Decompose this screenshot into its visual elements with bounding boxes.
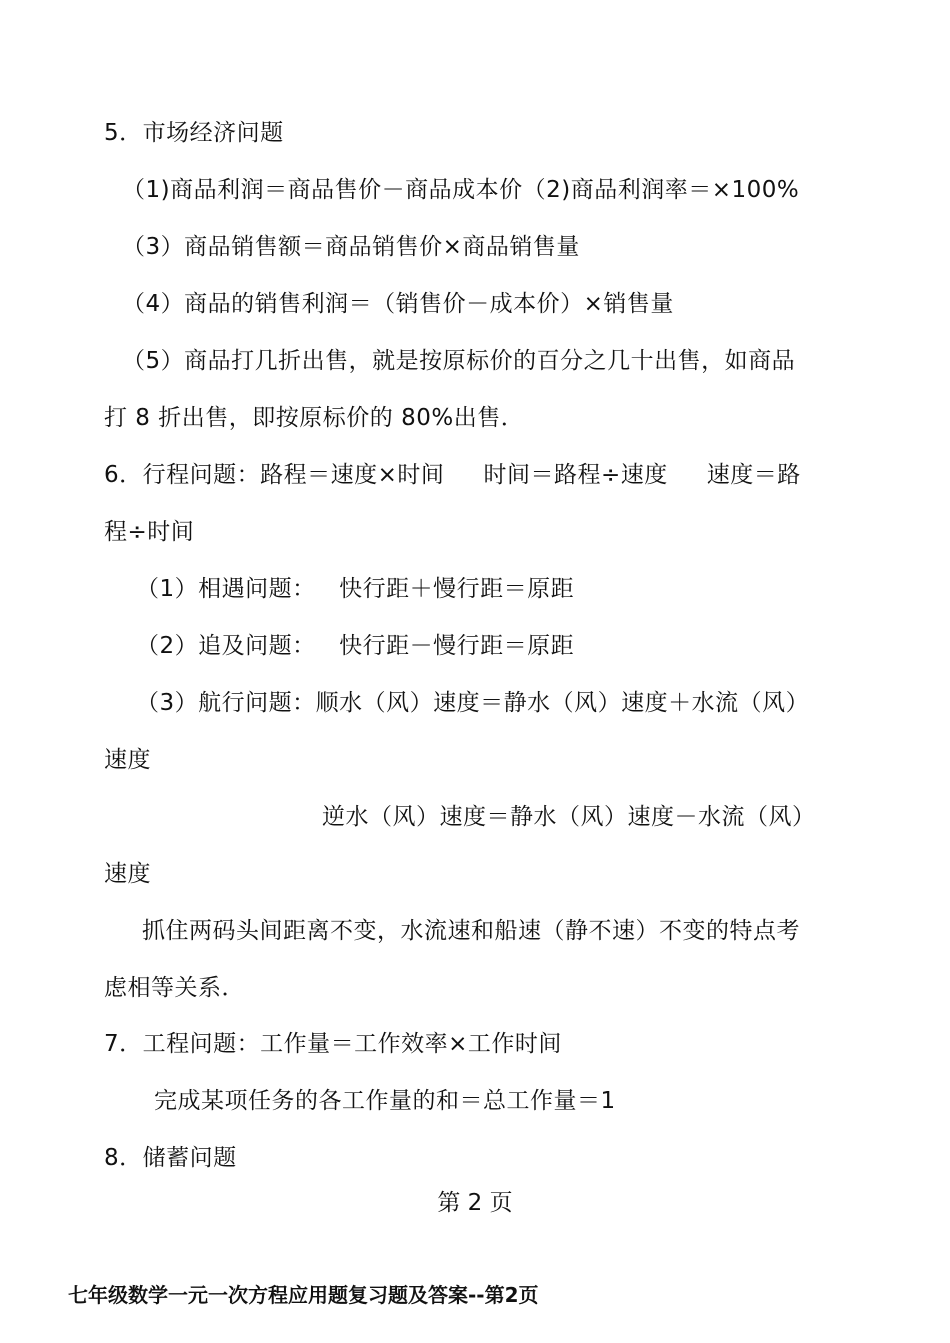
text-line: 程÷时间 bbox=[104, 519, 195, 545]
text-line: 7．工程问题：工作量＝工作效率×工作时间 bbox=[104, 1031, 562, 1057]
page-number: 第 2 页 bbox=[437, 1190, 513, 1216]
text-line: （3）商品销售额＝商品销售价×商品销售量 bbox=[122, 234, 580, 260]
footer-title: 七年级数学一元一次方程应用题复习题及答案--第2页 bbox=[68, 1283, 539, 1307]
text-line: （4）商品的销售利润＝（销售价－成本价）×销售量 bbox=[122, 291, 674, 317]
text-line: 5．市场经济问题 bbox=[104, 120, 284, 146]
text-line: 虑相等关系． bbox=[104, 975, 245, 1001]
text-line: 抓住两码头间距离不变，水流速和船速（静不速）不变的特点考 bbox=[142, 918, 800, 944]
text-line: （2）追及问题： 快行距－慢行距＝原距 bbox=[136, 633, 575, 659]
text-line: 6．行程问题：路程＝速度×时间 时间＝路程÷速度 速度＝路 bbox=[104, 462, 801, 488]
text-line: （1）相遇问题： 快行距＋慢行距＝原距 bbox=[136, 576, 575, 602]
text-line: 打 8 折出售，即按原标价的 80%出售． bbox=[104, 405, 525, 431]
text-line: （1)商品利润＝商品售价－商品成本价（2)商品利润率＝×100% bbox=[122, 177, 800, 203]
text-line: 逆水（风）速度＝静水（风）速度－水流（风） bbox=[322, 804, 816, 830]
text-line: 完成某项任务的各工作量的和＝总工作量＝1 bbox=[154, 1088, 616, 1114]
text-line: 速度 bbox=[104, 861, 151, 887]
text-line: 速度 bbox=[104, 747, 151, 773]
text-line: 8．储蓄问题 bbox=[104, 1145, 237, 1171]
text-line: （5）商品打几折出售，就是按原标价的百分之几十出售，如商品 bbox=[122, 348, 796, 374]
text-line: （3）航行问题：顺水（风）速度＝静水（风）速度＋水流（风） bbox=[136, 690, 810, 716]
